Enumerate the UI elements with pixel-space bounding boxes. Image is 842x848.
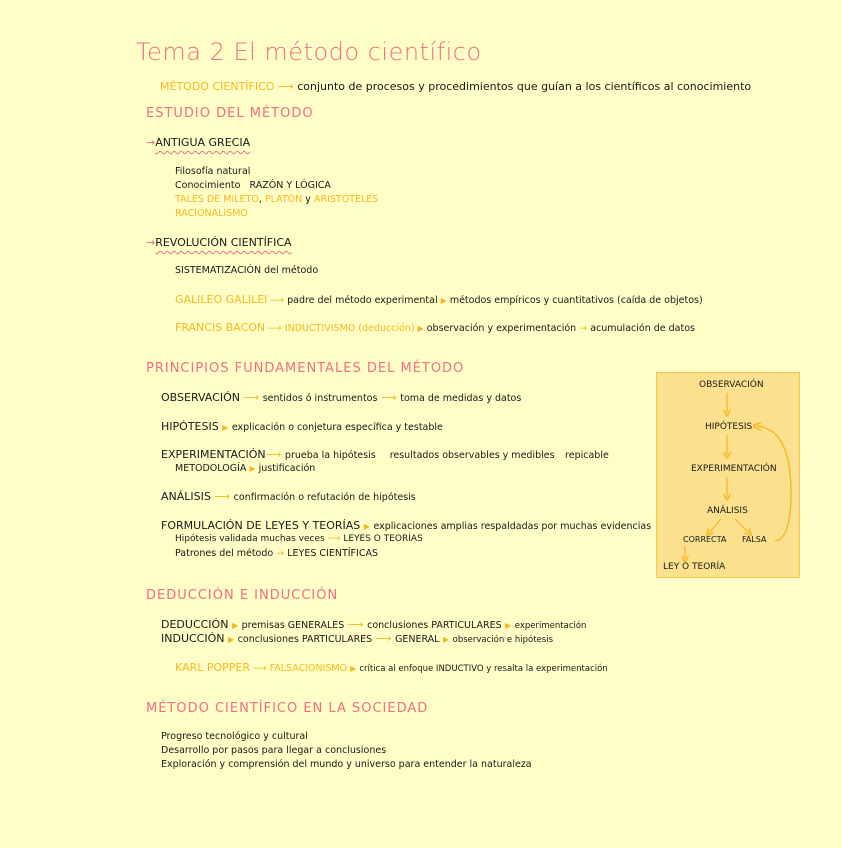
experimentacion-label: EXPERIMENTACIÓN: [161, 448, 266, 461]
definition-term: MÉTODO CIENTÍFICO: [160, 80, 275, 93]
arrow-ana-falsa: [735, 519, 749, 533]
galileo-desc-b: métodos empíricos y cuantitativos (caída de objetos): [449, 295, 703, 306]
popper-desc: crítica al enfoque INDUCTIVO y resalta la experimentación: [359, 664, 608, 674]
racionalismo-label: RACIONALISMO: [175, 208, 248, 219]
arrow-right-icon: →: [579, 323, 588, 334]
revolucion-label: REVOLUCIÓN CIENTÍFICA: [155, 236, 292, 249]
induccion-label: INDUCCIÓN: [161, 632, 225, 645]
triangle-bullet-icon: ▶: [249, 464, 256, 473]
hipotesis-label: HIPÓTESIS: [161, 420, 219, 433]
induccion-line: [161, 632, 553, 645]
experimentacion-desc-a: prueba la hipótesis: [284, 450, 376, 461]
flow-falsa: FALSA: [742, 535, 767, 544]
flow-hipotesis: HIPÓTESIS: [705, 422, 753, 432]
observacion-desc-b: toma de medidas y datos: [400, 393, 522, 404]
flowchart-box: [656, 372, 800, 578]
principio-hipotesis: [161, 420, 443, 433]
analisis-label: ANÁLISIS: [161, 490, 211, 503]
arrow-falsa-hip: [757, 426, 791, 541]
galileo-desc-a: padre del método experimental: [287, 295, 438, 306]
definition-line: [160, 80, 751, 93]
induccion-desc-b: GENERAL: [394, 634, 440, 645]
del-metodo-label: del método: [264, 265, 319, 276]
triangle-bullet-icon: ▶: [440, 296, 447, 305]
triangle-bullet-icon: ▶: [231, 621, 239, 630]
observacion-label: OBSERVACIÓN: [161, 391, 240, 404]
formulacion-sub2-b: LEYES CIENTÍFICAS: [287, 548, 378, 559]
triangle-bullet-icon: ▶: [417, 324, 424, 333]
observacion-desc-a: sentidos ó instrumentos: [262, 393, 378, 404]
deduccion-desc-a: premisas GENERALES: [241, 620, 345, 631]
metodologia-line: [175, 463, 315, 474]
formulacion-sub1-a: Hipótesis validada muchas veces: [175, 534, 325, 544]
bacon-label: FRANCIS BACON: [175, 321, 266, 334]
inductivismo-label: INDUCTIVISMO (deducción): [284, 323, 415, 334]
triangle-bullet-icon: ▶: [222, 423, 229, 432]
triangle-bullet-icon: ▶: [442, 635, 450, 644]
arrow-ana-correcta: [709, 519, 721, 533]
deduccion-desc-c: experimentación: [514, 621, 587, 631]
aristoteles-label: ARISTÓTELES: [313, 194, 379, 205]
induccion-desc-a: conclusiones PARTICULARES: [237, 634, 373, 645]
arrow-right-icon: ⟶: [327, 534, 341, 544]
flow-analisis: ANÁLISIS: [707, 506, 748, 516]
arrow-right-icon: ⟶: [270, 295, 285, 306]
arrow-right-icon: ⟶: [265, 448, 282, 461]
sociedad-item: Progreso tecnológico y cultural: [161, 731, 308, 742]
heading-deduccion: DEDUCCIÓN E INDUCCIÓN: [146, 588, 339, 603]
popper-line: [175, 661, 608, 674]
principio-analisis: [161, 490, 416, 503]
antigua-grecia-label: ANTIGUA GRECIA: [155, 136, 251, 149]
platon-label: PLATÓN: [264, 194, 303, 205]
flow-correcta: CORRECTA: [683, 535, 727, 544]
formulacion-desc: explicaciones amplias respaldadas por muchas evidencias: [373, 521, 652, 532]
conocimiento-label: Conocimiento: [175, 180, 241, 191]
triangle-bullet-icon: ▶: [363, 522, 370, 531]
experimentacion-desc-c: repicable: [565, 450, 609, 461]
principio-observacion: [161, 391, 521, 404]
deduccion-desc-b: conclusiones PARTICULARES: [367, 620, 502, 631]
justificacion-label: justificación: [258, 463, 316, 474]
arrow-right-icon: ⟶: [243, 391, 260, 404]
arrow-right-icon: →: [146, 236, 156, 249]
section-antigua-grecia: [146, 136, 250, 149]
induccion-desc-c: observación e hipótesis: [452, 635, 553, 645]
arrow-right-icon: ⟶: [277, 80, 294, 93]
arrow-right-icon: ⟶: [375, 632, 392, 645]
flow-ley-teoria: LEY O TEORÍA: [663, 562, 726, 572]
flow-experimentacion: EXPERIMENTACIÓN: [691, 464, 777, 474]
deduccion-label: DEDUCCIÓN: [161, 618, 229, 631]
formulacion-sub2: [175, 548, 378, 559]
arrow-right-icon: ⟶: [268, 323, 282, 334]
analisis-desc: confirmación o refutación de hipótesis: [233, 492, 416, 503]
flow-observacion: OBSERVACIÓN: [699, 380, 764, 390]
arrow-right-icon: ⟶: [347, 618, 364, 631]
principio-experimentacion: [161, 448, 609, 461]
metodologia-label: METODOLOGÍA: [175, 463, 247, 474]
popper-label: KARL POPPER: [175, 661, 250, 674]
arrow-right-icon: →: [146, 136, 156, 149]
grecia-philosophers: TALES DE MILETO, PLATÓN y ARISTÓTELES: [175, 194, 379, 205]
triangle-bullet-icon: ▶: [350, 664, 357, 673]
deduccion-line: [161, 618, 586, 631]
definition-text: conjunto de procesos y procedimientos que guían a los científicos al conocimiento: [297, 80, 752, 93]
arrow-right-icon: ⟶: [380, 391, 397, 404]
bacon-desc-a: observación y experimentación: [426, 323, 577, 334]
hipotesis-desc: explicación o conjetura específica y testable: [231, 422, 443, 433]
sistematizacion-line: [175, 265, 318, 276]
razon-logica-label: RAZÓN Y LÓGICA: [249, 180, 331, 191]
formulacion-sub2-a: Patrones del método: [175, 548, 274, 559]
principio-formulacion: [161, 519, 651, 532]
falsacionismo-label: FALSACIONISMO: [269, 663, 348, 674]
and-label: y: [305, 194, 311, 205]
flowchart-arrows: [657, 373, 801, 579]
galileo-line: [175, 293, 703, 306]
arrow-right-icon: ⟶: [253, 663, 267, 674]
galileo-label: GALILEO GALILEI: [175, 293, 268, 306]
heading-sociedad: MÉTODO CIENTÍFICO EN LA SOCIEDAD: [146, 701, 429, 716]
formulacion-sub1-b: LEYES O TEORÍAS: [343, 534, 423, 544]
arrow-right-icon: ⟶: [214, 490, 231, 503]
triangle-bullet-icon: ▶: [505, 621, 512, 630]
heading-principios: PRINCIPIOS FUNDAMENTALES DEL MÉTODO: [146, 361, 465, 376]
section-revolucion: [146, 236, 292, 249]
formulacion-sub1: [175, 534, 423, 544]
sociedad-item: Desarrollo por pasos para llegar a conclusiones: [161, 745, 387, 756]
sociedad-item: Exploración y comprensión del mundo y universo para entender la naturaleza: [161, 759, 532, 770]
arrow-right-icon: →: [276, 548, 285, 559]
experimentacion-desc-b: resultados observables y medibles: [389, 450, 555, 461]
grecia-line1: Filosofía natural: [175, 166, 251, 177]
heading-estudio: ESTUDIO DEL MÉTODO: [146, 106, 314, 121]
formulacion-label: FORMULACIÓN DE LEYES Y TEORÍAS: [161, 519, 361, 532]
bacon-line: [175, 321, 695, 334]
page-title: Tema 2 El método científico: [136, 38, 482, 66]
triangle-bullet-icon: ▶: [228, 635, 235, 644]
sistematizacion-label: SISTEMATIZACIÓN: [175, 265, 262, 276]
tales-label: TALES DE MILETO: [175, 194, 259, 205]
grecia-line2: [175, 180, 331, 191]
bacon-desc-b: acumulación de datos: [590, 323, 695, 334]
